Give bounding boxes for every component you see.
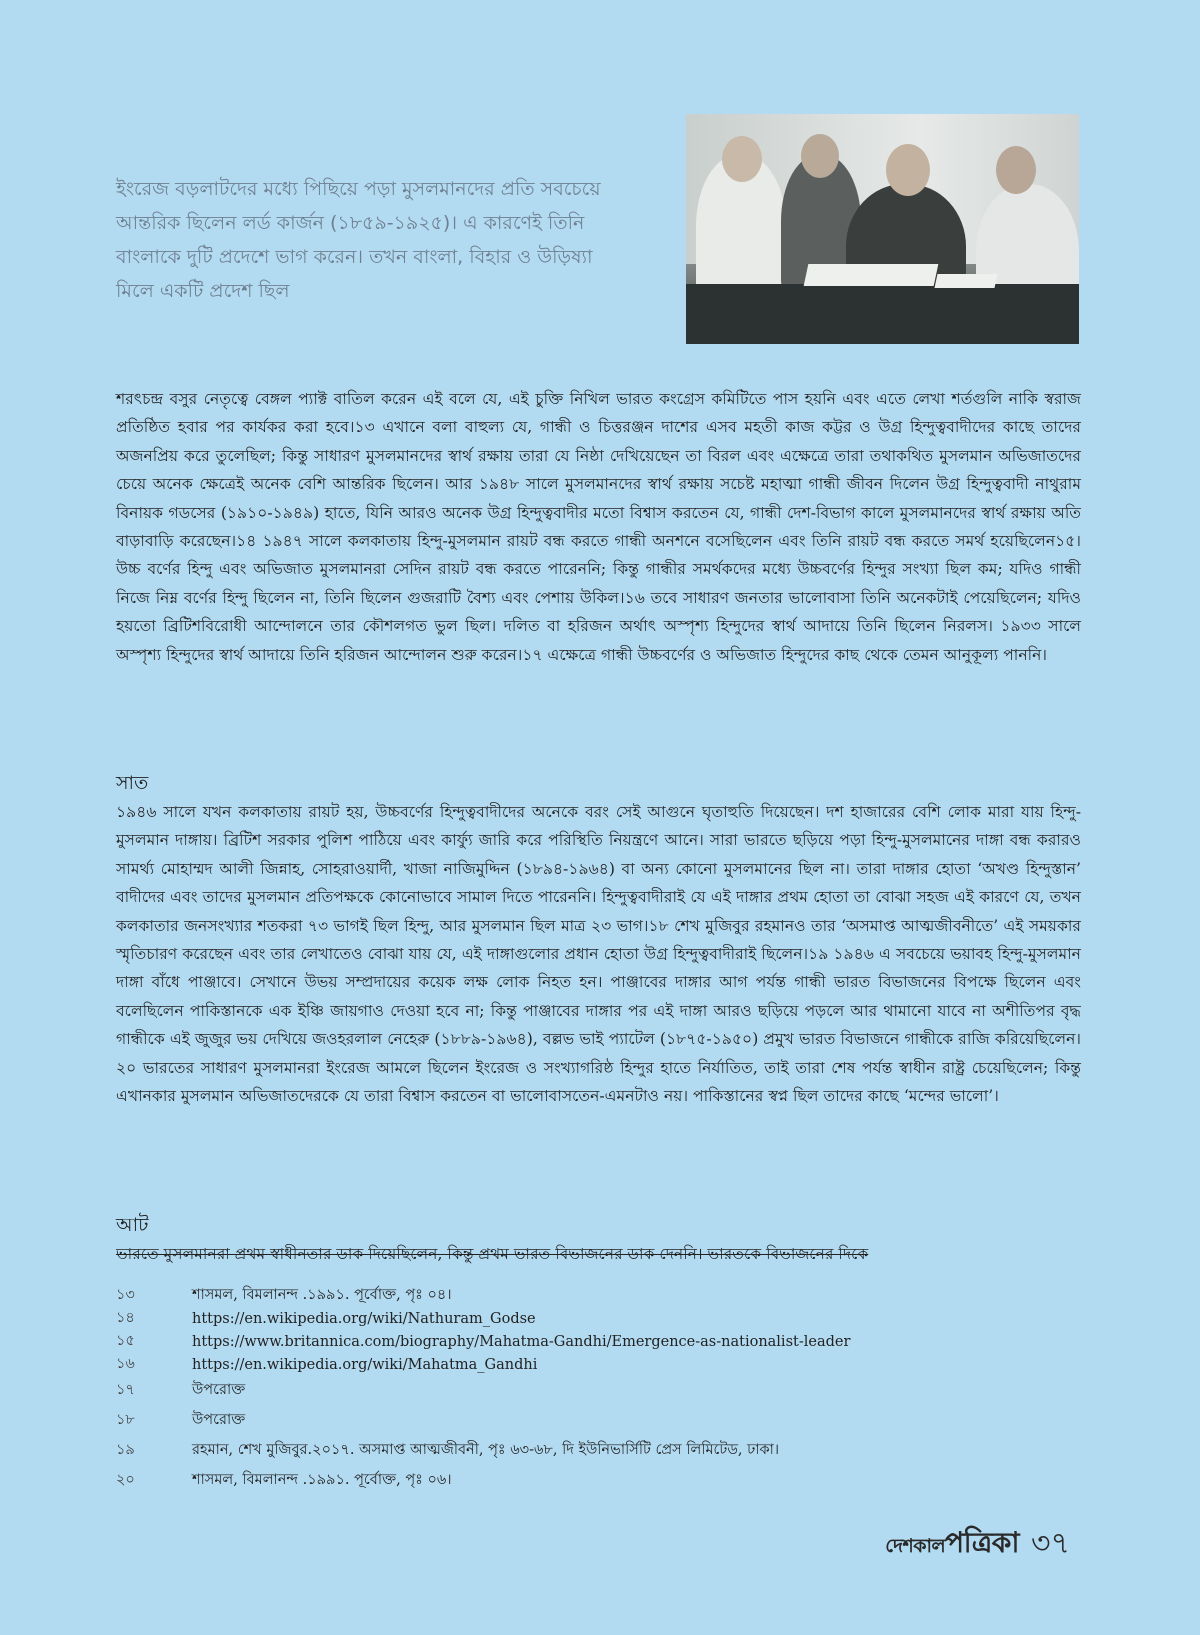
section-heading: আট	[116, 1214, 149, 1236]
struck-line: ভারতে মুসলমানরা প্রথম স্বাধীনতার ডাক দিয়েছিলেন, কিন্তু প্রথম ভারত বিভাজনের ডাক দেননি। ভারতকে বিভাজনের দিকে	[116, 1245, 869, 1263]
footnote: ২০ শাসমল, বিমলানন্দ .১৯৯১. পূর্বোক্ত, পৃঃ ০৬।	[116, 1472, 452, 1488]
footnote: ১৭ উপরোক্ত	[116, 1382, 246, 1398]
section-heading: সাত	[116, 772, 149, 794]
footnote: ১৬ https://en.wikipedia.org/wiki/Mahatma_Gandhi	[116, 1355, 538, 1373]
footnotes	[116, 1284, 1081, 1496]
section-seven	[116, 768, 1081, 1110]
footnote: ১৯ রহমান, শেখ মুজিবুর.২০১৭. অসমাপ্ত আত্মজীবনী, পৃঃ ৬৩-৬৮, দি ইউনিভার্সিটি প্রেস লিমিটেড, ঢাকা।	[116, 1442, 780, 1458]
footnote: ১৮ উপরোক্ত	[116, 1412, 246, 1428]
page-number: ৩৭	[1030, 1525, 1070, 1561]
historical-photo	[686, 114, 1079, 344]
footnote: ১৪ https://en.wikipedia.org/wiki/Nathuram_Godse	[116, 1309, 536, 1327]
section-eight	[116, 1210, 1081, 1268]
body-text: শরৎচন্দ্র বসুর নেতৃত্বে বেঙ্গল প্যাক্ট বাতিল করেন এই বলে যে, এই চুক্তি নিখিল ভারত কংগ্রেস কমিটিতে পাস হয়নি এবং এতে লেখা শর্তগুলি নাকি স্বরাজ প্রতিষ্ঠিত হবার পর কার্যকর করা হবে।১৩ এখানে বলা বাহুল্য যে, গান্ধী ও চিত্তরঞ্জন দাশের এসব মহতী কাজ কট্টর ও উগ্র হিন্দুত্ববাদীদের কাছে তাদের অজনপ্রিয় করে তুলেছিল; কিন্তু সাধারণ মুসলমানদের স্বার্থ রক্ষায় তারা যে নিষ্ঠা দেখিয়েছেন তা বিরল এবং এক্ষেত্রে তারা তথাকথিত মুসলমান অভিজাতদের চেয়ে অনেক ক্ষেত্রেই অনেক বেশি আন্তরিক ছিলেন। আর ১৯৪৮ সালে মুসলমানদের স্বার্থ রক্ষায় সচেষ্ট মহাত্মা গান্ধী জীবন দিলেন উগ্র হিন্দুত্ববাদী নাথুরাম বিনায়ক গডসের (১৯১০-১৯৪৯) হাতে, যিনি আরও অনেক উগ্র হিন্দুত্ববাদীর মতো বিশ্বাস করতেন যে, গান্ধী দেশ-বিভাগ কালে মুসলমানদের স্বার্থ রক্ষায় অতি বাড়াবাড়ি করেছেন।১৪ ১৯৪৭ সালে কলকাতায় হিন্দু-মুসলমান রায়ট বন্ধ করতে গান্ধী অনশনে বসেছিলেন এবং তিনি রায়ট বন্ধ করতে সমর্থ হয়েছিলেন১৫। উচ্চ বর্ণের হিন্দু এবং অভিজাত মুসলমানরা সেদিন রায়ট বন্ধ করতে পারেননি; কিন্তু গান্ধীর সমর্থকদের মধ্যে উচ্চবর্ণের হিন্দুর সংখ্যা ছিল কম; যদিও গান্ধী নিজে নিম্ন বর্ণের হিন্দু ছিলেন না, তিনি ছিলেন গুজরাটি বৈশ্য এবং পেশায় উকিল।১৬ তবে সাধারণ জনতার ভালোবাসা তিনি অনেকটাই পেয়েছিলেন; যদিও হয়তো ব্রিটিশবিরোধী আন্দোলনে তার কৌশলগত ভুল ছিল। দলিত বা হরিজন অর্থাৎ অস্পৃশ্য হিন্দুদের স্বার্থ আদায়ে তিনি ছিলেন নিরলস। ১৯৩৩ সালে অস্পৃশ্য হিন্দুদের স্বার্থ আদায়ে তিনি হরিজন আন্দোলন শুরু করেন।১৭ এক্ষেত্রে গান্ধী উচ্চবর্ণের ও অভিজাত হিন্দুদের কাছ থেকে তেমন আনুকূল্য পাননি।	[116, 390, 1081, 664]
section-seven-text: ১৯৪৬ সালে যখন কলকাতায় রায়ট হয়, উচ্চবর্ণের হিন্দুত্ববাদীদের অনেকে বরং সেই আগুনে ঘৃতাহুতি দিয়েছেন। দশ হাজারের বেশি লোক মারা যায় হিন্দু-মুসলমান দাঙ্গায়। ব্রিটিশ সরকার পুলিশ পাঠিয়ে এবং কার্ফ্যু জারি করে পরিস্থিতি নিয়ন্ত্রণে আনে। সারা ভারতে ছড়িয়ে পড়া হিন্দু-মুসলমানের দাঙ্গা বন্ধ করারও সামর্থ্য মোহাম্মদ আলী জিন্নাহ, সোহরাওয়ার্দী, খাজা নাজিমুদ্দিন (১৮৯৪-১৯৬৪) বা অন্য কোনো মুসলমানের ছিল না। তারা দাঙ্গার হোতা ‘অখণ্ড হিন্দুস্তান’ বাদীদের এবং তাদের মুসলমান প্রতিপক্ষকে কোনোভাবে সামাল দিতে পারেননি। হিন্দুত্ববাদীরাই যে এই দাঙ্গার প্রথম হোতা তা বোঝা সহজ এই কারণে যে, তখন কলকাতার জনসংখ্যার শতকরা ৭৩ ভাগই ছিল হিন্দু, আর মুসলমান ছিল মাত্র ২৩ ভাগ।১৮ শেখ মুজিবুর রহমানও তার ‘অসমাপ্ত আত্মজীবনীতে’ এই সময়কার স্মৃতিচারণ করেছেন এবং তার লেখাতেও বোঝা যায় যে, এই দাঙ্গাগুলোর প্রধান হোতা উগ্র হিন্দুত্ববাদীরাই ছিলেন।১৯ ১৯৪৬ এ সবচেয়ে ভয়াবহ হিন্দু-মুসলমান দাঙ্গা বাঁধে পাঞ্জাবে। সেখানে উভয় সম্প্রদায়ের কয়েক লক্ষ লোক নিহত হন। পাঞ্জাবের দাঙ্গার আগ পর্যন্ত গান্ধী ভারত বিভাজনের বিপক্ষে ছিলেন এবং বলেছিলেন পাকিস্তানকে এক ইঞ্চি জায়গাও দেওয়া হবে না; কিন্তু পাঞ্জাবের দাঙ্গার পর এই দাঙ্গা আরও ছড়িয়ে পড়লে আর থামানো যাবে না অশীতিপর বৃদ্ধ গান্ধীকে এই জুজুর ভয় দেখিয়ে জওহরলাল নেহেরু (১৮৮৯-১৯৬৪), বল্লভ ভাই প্যাটেল (১৮৭৫-১৯৫০) প্রমুখ ভারত বিভাজনে গান্ধীকে রাজি করিয়েছিলেন।২০ ভারতের সাধারণ মুসলমানরা ইংরেজ আমলে ছিলেন ইংরেজ ও সংখ্যাগরিষ্ঠ হিন্দুর হাতে নির্যাতিত, তাই তারা শেষ পর্যন্ত স্বাধীন রাষ্ট্র চেয়েছিলেন; কিন্তু এখানকার মুসলমান অভিজাতদেরকে যে তারা বিশ্বাস করতেন বা ভালোবাসতেন-এমনটাও নয়। পাকিস্তানের স্বপ্ন ছিল তাদের কাছে ‘মন্দের ভালো’।	[116, 803, 1081, 1106]
page-footer	[850, 1520, 1070, 1568]
magazine-logo: দেশকালপত্রিকা	[885, 1525, 1019, 1559]
footnote: ১৫ https://www.britannica.com/biography/Mahatma-Gandhi/Emergence-as-nationalist-leader	[116, 1332, 851, 1350]
footnote: ১৩ শাসমল, বিমলানন্দ .১৯৯১. পূর্বোক্ত, পৃঃ ০৪।	[116, 1286, 452, 1303]
pull-quote: ইংরেজ বড়লাটদের মধ্যে পিছিয়ে পড়া মুসলমানদের প্রতি সবচেয়ে আন্তরিক ছিলেন লর্ড কার্জন (১৮৫৯-১৯২৫)। এ কারণেই তিনি বাংলাকে দুটি প্রদেশে ভাগ করেন। তখন বাংলা, বিহার ও উড়িষ্যা মিলে একটি প্রদেশ ছিল	[116, 178, 601, 302]
body-paragraph	[116, 385, 1081, 669]
